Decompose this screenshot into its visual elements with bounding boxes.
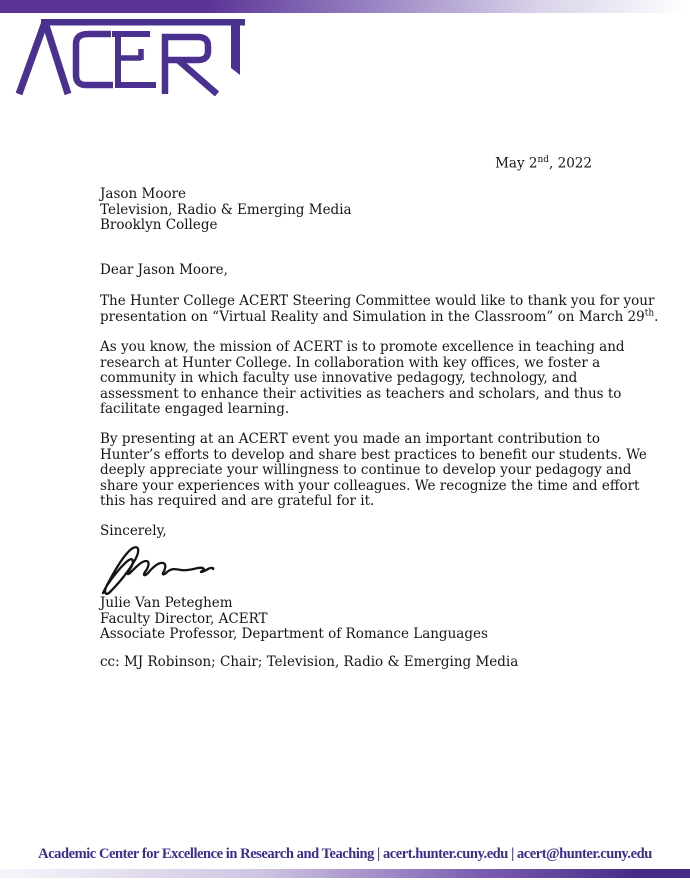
recipient-name: Jason Moore <box>100 186 187 202</box>
footer-contact-line: Academic Center for Excellence in Research and Teaching | acert.hunter.cuny.edu | acert@hunter.cuny.edu <box>38 846 652 862</box>
paragraph-line: research at Hunter College. In collaboration with key offices, we foster a <box>100 354 601 371</box>
paragraph-line: By presenting at an ACERT event you made an important contribution to <box>100 431 600 447</box>
logo-letter-t <box>231 25 240 75</box>
paragraph-line: Hunter’s efforts to develop and share best practices to benefit our students. We <box>100 446 647 463</box>
signer-name: Julie Van Peteghem <box>100 595 233 611</box>
logo-letter-c <box>76 34 113 85</box>
closing: Sincerely, <box>100 523 167 539</box>
logo-letter-a <box>19 22 45 94</box>
signer-title-secondary: Associate Professor, Department of Romance Languages <box>100 626 488 643</box>
paragraph-line: share your experiences with your colleagues. We recognize the time and effort <box>100 477 640 494</box>
date-ordinal: nd <box>537 155 550 165</box>
cc-line: cc: MJ Robinson; Chair; Television, Radio & Emerging Media <box>100 654 519 670</box>
signature-block <box>100 596 488 643</box>
bottom-gradient-bar <box>0 869 690 878</box>
signer-title: Faculty Director, ACERT <box>100 610 268 627</box>
logo-top-bar <box>41 19 245 26</box>
date-day: May 2 <box>495 155 538 172</box>
paragraph-mission <box>100 340 625 418</box>
paragraph-line: The Hunter College ACERT Steering Committee would like to thank you for your <box>100 293 655 309</box>
acert-logo <box>12 14 245 96</box>
paragraph-thanks <box>100 294 658 325</box>
date-line <box>0 151 592 173</box>
paragraph-line: As you know, the mission of ACERT is to promote excellence in teaching and <box>100 339 625 355</box>
salutation: Dear Jason Moore, <box>100 262 228 278</box>
paragraph-line: deeply appreciate your willingness to continue to develop your pedagogy and <box>100 462 632 479</box>
date-ordinal: th <box>644 308 655 319</box>
paragraph-line: community in which faculty use innovative pedagogy, technology, and <box>100 370 578 387</box>
paragraph-line: presentation on “Virtual Reality and Simulation in the Classroom” on March 29th. <box>100 308 659 325</box>
paragraph-line: this has required and are grateful for it. <box>100 493 375 510</box>
handwritten-signature <box>96 541 226 599</box>
top-gradient-bar <box>0 0 690 13</box>
paragraph-line: assessment to enhance their activities as teachers and scholars, and thus to <box>100 385 622 402</box>
paragraph-line: facilitate engaged learning. <box>100 401 290 418</box>
date-year: , 2022 <box>549 155 592 172</box>
recipient-department: Television, Radio & Emerging Media <box>100 201 352 218</box>
recipient-address <box>100 187 352 234</box>
recipient-institution: Brooklyn College <box>100 217 218 234</box>
paragraph-contribution <box>100 432 647 510</box>
